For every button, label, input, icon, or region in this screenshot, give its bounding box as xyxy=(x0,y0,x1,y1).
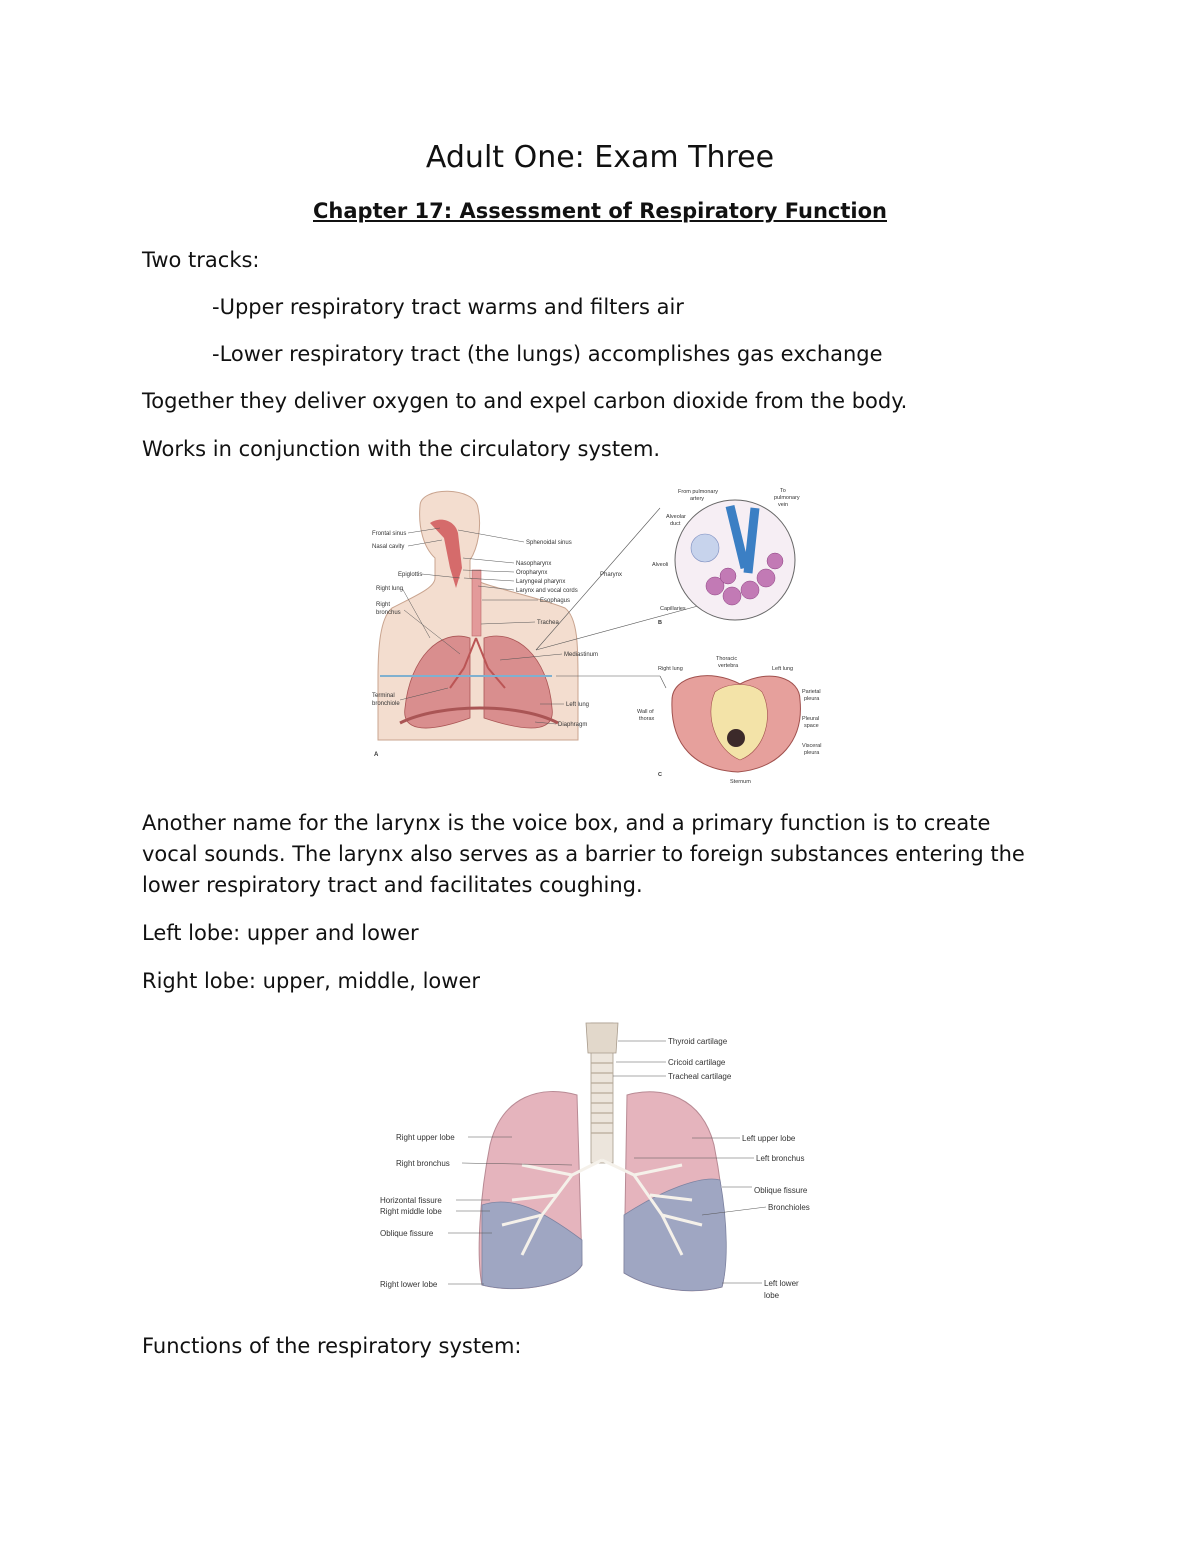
fig1-label-right-lung-c: Right lung xyxy=(658,666,683,672)
document-title: Adult One: Exam Three xyxy=(425,140,775,175)
fig2-label-right-bronchus: Right bronchus xyxy=(396,1159,450,1168)
fig1-label-visceral: Visceral xyxy=(802,743,822,749)
fig2-label-horizontal-fissure: Horizontal fissure xyxy=(380,1196,442,1205)
fig1-label-artery: artery xyxy=(690,496,705,502)
fig1-label-thorax: thorax xyxy=(639,716,655,722)
fig2-label-right-upper-lobe: Right upper lobe xyxy=(396,1133,455,1142)
fig1-label-pulmonary: pulmonary xyxy=(774,495,800,501)
intro-line: Two tracks: xyxy=(142,248,260,272)
fig1-label-parietal: Parietal xyxy=(802,689,821,695)
fig1-label-frontal-sinus: Frontal sinus xyxy=(372,531,407,537)
works-line: Works in conjunction with the circulatory system. xyxy=(142,437,661,461)
fig1-label-left-lung-c: Left lung xyxy=(772,666,794,672)
fig1-label-alveolar: Alveolar xyxy=(666,514,686,520)
fig1-label-space: space xyxy=(804,723,819,729)
fig2-label-oblique-fissure-right: Oblique fissure xyxy=(380,1229,434,1238)
fig1-label-oropharynx: Oropharynx xyxy=(516,570,548,576)
fig1-label-bronchiole: bronchiole xyxy=(372,701,400,707)
fig1-label-thoracic: Thoracic xyxy=(716,656,738,662)
fig1-label-wall-of: Wall of xyxy=(637,709,654,715)
fig1-label-capillaries: Capillaries xyxy=(660,606,686,612)
fig1-label-to: To xyxy=(780,488,786,494)
fig1-label-sternum: Sternum xyxy=(730,779,751,785)
fig1-label-terminal: Terminal xyxy=(372,693,395,699)
lungs-figure xyxy=(372,1015,818,1313)
functions-heading: Functions of the respiratory system: xyxy=(142,1334,522,1358)
fig2-label-left-bronchus: Left bronchus xyxy=(756,1154,805,1163)
fig1-panel-c: C xyxy=(658,772,662,778)
fig2-label-right-lower-lobe: Right lower lobe xyxy=(380,1280,438,1289)
fig1-label-right: Right xyxy=(376,602,391,608)
right-lobe-line: Right lobe: upper, middle, lower xyxy=(142,969,480,993)
fig2-label-thyroid-cartilage: Thyroid cartilage xyxy=(668,1037,728,1046)
fig2-label-cricoid-cartilage: Cricoid cartilage xyxy=(668,1058,726,1067)
fig1-label-left-lung: Left lung xyxy=(566,702,590,708)
fig2-label-left-upper-lobe: Left upper lobe xyxy=(742,1134,796,1143)
fig1-label-nasal-cavity: Nasal cavity xyxy=(372,544,405,550)
fig1-label-vein: vein xyxy=(778,502,789,508)
chapter-heading: Chapter 17: Assessment of Respiratory Function xyxy=(313,199,887,223)
fig1-panel-a: A xyxy=(374,752,379,758)
fig1-label-sphenoidal-sinus: Sphenoidal sinus xyxy=(526,540,572,546)
fig1-label-nasopharynx: Nasopharynx xyxy=(516,561,552,567)
fig1-label-duct: duct xyxy=(670,521,681,527)
fig1-label-right-lung: Right lung xyxy=(376,586,404,592)
fig1-label-pleural: Pleural xyxy=(802,716,820,722)
fig1-label-bronchus: bronchus xyxy=(376,610,401,616)
left-lobe-line: Left lobe: upper and lower xyxy=(142,921,419,945)
fig2-label-tracheal-cartilage: Tracheal cartilage xyxy=(668,1072,732,1081)
fig1-label-diaphragm: Diaphragm xyxy=(558,722,588,728)
fig1-label-pleura-2: pleura xyxy=(804,750,820,756)
fig1-label-esophagus: Esophagus xyxy=(540,598,571,604)
fig1-label-epiglottis: Epiglottis xyxy=(398,572,423,578)
fig1-panel-b: B xyxy=(658,620,662,626)
fig1-label-pleura-1: pleura xyxy=(804,696,820,702)
fig1-label-trachea: Trachea xyxy=(537,620,559,626)
fig1-label-laryngeal-pharynx: Laryngeal pharynx xyxy=(516,579,566,585)
fig1-label-mediastinum: Mediastinum xyxy=(564,652,599,658)
fig2-label-bronchioles: Bronchioles xyxy=(768,1203,810,1212)
fig2-label-lobe: lobe xyxy=(764,1291,780,1300)
fig1-label-vertebra: vertebra xyxy=(718,663,739,669)
fig1-label-alveoli: Alveoli xyxy=(652,562,669,568)
fig1-label-from-pulmonary: From pulmonary xyxy=(678,489,719,495)
together-line: Together they deliver oxygen to and expel carbon dioxide from the body. xyxy=(142,389,908,413)
larynx-paragraph: Another name for the larynx is the voice box, and a primary function is to create vocal sounds. The larynx also serves as a barrier to foreign substances entering the lower respiratory tract and facilitates coughing. xyxy=(142,811,1025,897)
fig1-label-pharynx: Pharynx xyxy=(600,572,623,578)
fig2-label-left-lower: Left lower xyxy=(764,1279,799,1288)
track-lower: -Lower respiratory tract (the lungs) accomplishes gas exchange xyxy=(212,342,883,366)
fig1-label-larynx: Larynx and vocal cords xyxy=(516,588,578,594)
track-upper: -Upper respiratory tract warms and filters air xyxy=(212,295,684,319)
fig2-label-oblique-fissure-left: Oblique fissure xyxy=(754,1186,808,1195)
respiratory-system-figure xyxy=(360,478,840,790)
fig2-label-right-middle-lobe: Right middle lobe xyxy=(380,1207,442,1216)
